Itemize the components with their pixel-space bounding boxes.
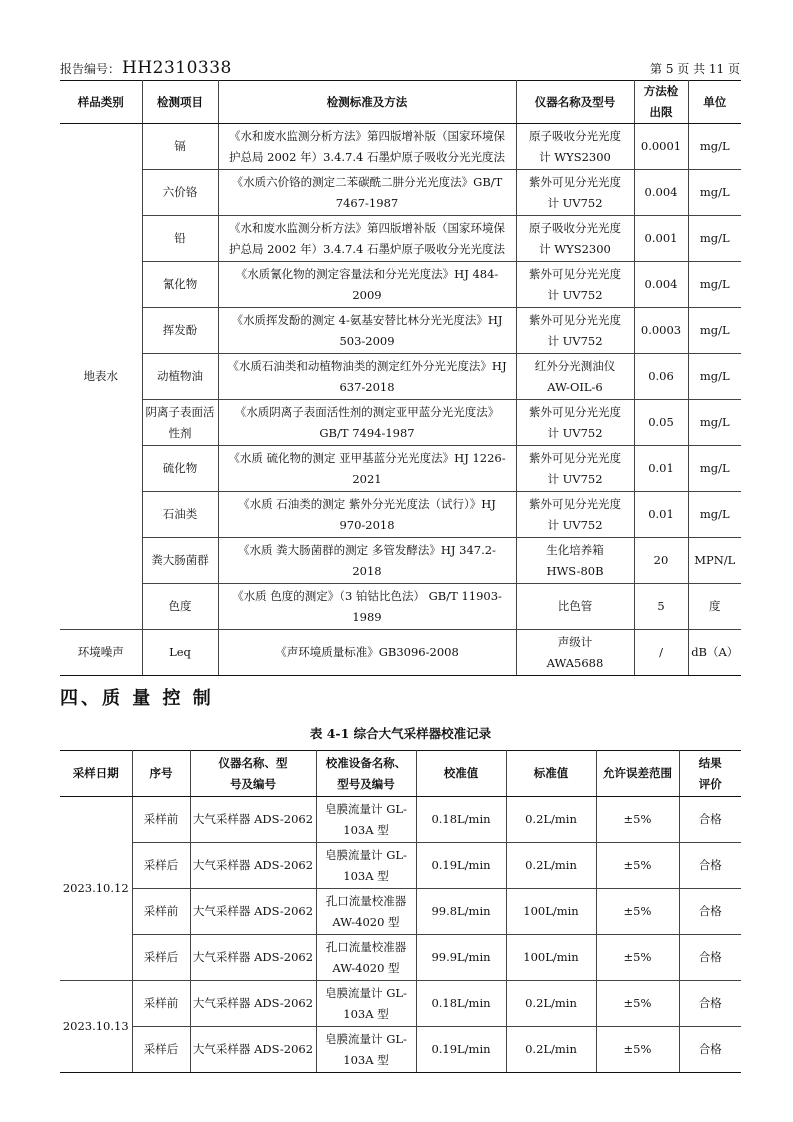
header-calibration-value: 校准值	[416, 751, 506, 797]
allowed-error-cell: ±5%	[596, 889, 679, 935]
instrument-name-cell: 大气采样器 ADS-2062	[190, 797, 316, 843]
instrument-cell: 紫外可见分光光度计 UV752	[516, 400, 634, 446]
result-cell: 合格	[679, 843, 741, 889]
report-number-value: HH2310338	[122, 58, 232, 78]
detection-limit-cell: 5	[634, 584, 688, 630]
sequence-cell: 采样前	[132, 889, 190, 935]
unit-cell: dB（A）	[688, 630, 741, 676]
allowed-error-cell: ±5%	[596, 843, 679, 889]
standard-method-cell: 《水质氰化物的测定容量法和分光光度法》HJ 484-2009	[218, 262, 516, 308]
sample-category-cell: 环境噪声	[60, 630, 142, 676]
standard-method-cell: 《水质石油类和动植物油类的测定红外分光光度法》HJ 637-2018	[218, 354, 516, 400]
detection-limit-cell: 0.004	[634, 170, 688, 216]
calibration-value-cell: 0.18L/min	[416, 797, 506, 843]
instrument-name-cell: 大气采样器 ADS-2062	[190, 843, 316, 889]
section-title: 四、质 量 控 制	[60, 688, 214, 709]
standard-method-cell: 《水质 粪大肠菌群的测定 多管发酵法》HJ 347.2-2018	[218, 538, 516, 584]
detection-limit-cell: 0.01	[634, 446, 688, 492]
sample-category-cell: 地表水	[60, 124, 142, 630]
detection-limit-cell: 0.01	[634, 492, 688, 538]
detection-limit-cell: 0.0003	[634, 308, 688, 354]
sampling-date-cell: 2023.10.13	[60, 981, 132, 1073]
unit-cell: mg/L	[688, 170, 741, 216]
result-cell: 合格	[679, 981, 741, 1027]
test-item-cell: 镉	[142, 124, 218, 170]
calibration-device-cell: 孔口流量校准器 AW-4020 型	[316, 935, 416, 981]
table-row	[60, 981, 741, 1027]
instrument-cell: 紫外可见分光光度计 UV752	[516, 262, 634, 308]
instrument-cell: 原子吸收分光光度计 WYS2300	[516, 124, 634, 170]
standard-value-cell: 0.2L/min	[506, 797, 596, 843]
test-item-cell: 粪大肠菌群	[142, 538, 218, 584]
header-standard-method: 检测标准及方法	[218, 81, 516, 124]
result-cell: 合格	[679, 889, 741, 935]
table-row	[60, 216, 741, 262]
calibration-value-cell: 99.8L/min	[416, 889, 506, 935]
header-detection-limit: 方法检出限	[634, 81, 688, 124]
table-row	[60, 308, 741, 354]
unit-cell: 度	[688, 584, 741, 630]
detection-limit-cell: 0.05	[634, 400, 688, 446]
page-indicator: 第 5 页 共 11 页	[650, 62, 740, 76]
unit-cell: mg/L	[688, 216, 741, 262]
detection-limit-cell: 0.004	[634, 262, 688, 308]
calibration-device-cell: 皂膜流量计 GL-103A 型	[316, 797, 416, 843]
calibration-device-cell: 皂膜流量计 GL-103A 型	[316, 1027, 416, 1073]
table-header-row	[60, 81, 741, 124]
standard-method-cell: 《水质挥发酚的测定 4-氨基安替比林分光光度法》HJ 503-2009	[218, 308, 516, 354]
calibration-value-cell: 0.19L/min	[416, 843, 506, 889]
test-item-cell: 硫化物	[142, 446, 218, 492]
standard-method-cell: 《声环境质量标准》GB3096-2008	[218, 630, 516, 676]
table-row	[60, 446, 741, 492]
header-allowed-error: 允许误差范围	[596, 751, 679, 797]
header-instrument-name: 仪器名称、型号及编号	[190, 751, 316, 797]
sequence-cell: 采样后	[132, 1027, 190, 1073]
unit-cell: mg/L	[688, 446, 741, 492]
calibration-device-cell: 皂膜流量计 GL-103A 型	[316, 981, 416, 1027]
instrument-cell: 红外分光测油仪 AW-OIL-6	[516, 354, 634, 400]
unit-cell: MPN/L	[688, 538, 741, 584]
unit-cell: mg/L	[688, 308, 741, 354]
unit-cell: mg/L	[688, 262, 741, 308]
test-item-cell: 动植物油	[142, 354, 218, 400]
table-row	[60, 262, 741, 308]
instrument-name-cell: 大气采样器 ADS-2062	[190, 889, 316, 935]
header-standard-value: 标准值	[506, 751, 596, 797]
test-item-cell: 石油类	[142, 492, 218, 538]
instrument-cell: 紫外可见分光光度计 UV752	[516, 492, 634, 538]
test-item-cell: 铅	[142, 216, 218, 262]
detection-methods-table	[60, 80, 741, 676]
table-row	[60, 124, 741, 170]
report-number-label: 报告编号：	[60, 62, 121, 76]
table-row	[60, 538, 741, 584]
instrument-name-cell: 大气采样器 ADS-2062	[190, 935, 316, 981]
unit-cell: mg/L	[688, 400, 741, 446]
test-item-cell: 六价铬	[142, 170, 218, 216]
sequence-cell: 采样后	[132, 843, 190, 889]
standard-value-cell: 0.2L/min	[506, 981, 596, 1027]
standard-method-cell: 《水质 色度的测定》（3 铂钴比色法） GB/T 11903-1989	[218, 584, 516, 630]
detection-limit-cell: 0.0001	[634, 124, 688, 170]
result-cell: 合格	[679, 797, 741, 843]
table-row	[60, 889, 741, 935]
instrument-name-cell: 大气采样器 ADS-2062	[190, 1027, 316, 1073]
table-row	[60, 170, 741, 216]
table-row	[60, 584, 741, 630]
instrument-cell: 原子吸收分光光度计 WYS2300	[516, 216, 634, 262]
instrument-cell: 紫外可见分光光度计 UV752	[516, 308, 634, 354]
detection-limit-cell: 0.06	[634, 354, 688, 400]
test-item-cell: Leq	[142, 630, 218, 676]
calibration-value-cell: 99.9L/min	[416, 935, 506, 981]
detection-limit-cell: 20	[634, 538, 688, 584]
table-row	[60, 797, 741, 843]
table-header-row	[60, 751, 741, 797]
calibration-device-cell: 皂膜流量计 GL-103A 型	[316, 843, 416, 889]
standard-value-cell: 100L/min	[506, 935, 596, 981]
standard-method-cell: 《水和废水监测分析方法》第四版增补版（国家环境保护总局 2002 年）3.4.7.4 石墨炉原子吸收分光光度法	[218, 216, 516, 262]
test-item-cell: 挥发酚	[142, 308, 218, 354]
allowed-error-cell: ±5%	[596, 1027, 679, 1073]
test-item-cell: 氰化物	[142, 262, 218, 308]
standard-method-cell: 《水和废水监测分析方法》第四版增补版（国家环境保护总局 2002 年）3.4.7.4 石墨炉原子吸收分光光度法	[218, 124, 516, 170]
table-row	[60, 354, 741, 400]
standard-method-cell: 《水质阴离子表面活性剂的测定亚甲蓝分光光度法》GB/T 7494-1987	[218, 400, 516, 446]
header-result: 结果评价	[679, 751, 741, 797]
table-row	[60, 630, 741, 676]
table-row	[60, 935, 741, 981]
calibration-record-table	[60, 750, 741, 1073]
unit-cell: mg/L	[688, 354, 741, 400]
test-item-cell: 阴离子表面活性剂	[142, 400, 218, 446]
sequence-cell: 采样前	[132, 981, 190, 1027]
header-test-item: 检测项目	[142, 81, 218, 124]
unit-cell: mg/L	[688, 124, 741, 170]
table-row	[60, 492, 741, 538]
test-item-cell: 色度	[142, 584, 218, 630]
instrument-cell: 紫外可见分光光度计 UV752	[516, 170, 634, 216]
sampling-date-cell: 2023.10.12	[60, 797, 132, 981]
header-calibration-device: 校准设备名称、型号及编号	[316, 751, 416, 797]
table-row	[60, 400, 741, 446]
allowed-error-cell: ±5%	[596, 797, 679, 843]
header-sample-category: 样品类别	[60, 81, 142, 124]
standard-value-cell: 100L/min	[506, 889, 596, 935]
sequence-cell: 采样后	[132, 935, 190, 981]
header-unit: 单位	[688, 81, 741, 124]
instrument-cell: 比色管	[516, 584, 634, 630]
table-row	[60, 843, 741, 889]
allowed-error-cell: ±5%	[596, 981, 679, 1027]
instrument-name-cell: 大气采样器 ADS-2062	[190, 981, 316, 1027]
standard-method-cell: 《水质 石油类的测定 紫外分光光度法（试行）》HJ 970-2018	[218, 492, 516, 538]
header-sequence: 序号	[132, 751, 190, 797]
instrument-cell: 紫外可见分光光度计 UV752	[516, 446, 634, 492]
detection-limit-cell: 0.001	[634, 216, 688, 262]
calibration-value-cell: 0.18L/min	[416, 981, 506, 1027]
header-instrument: 仪器名称及型号	[516, 81, 634, 124]
standard-method-cell: 《水质六价铬的测定二苯碳酰二肼分光光度法》GB/T 7467-1987	[218, 170, 516, 216]
sequence-cell: 采样前	[132, 797, 190, 843]
report-number	[60, 58, 232, 78]
standard-value-cell: 0.2L/min	[506, 843, 596, 889]
header-sampling-date: 采样日期	[60, 751, 132, 797]
unit-cell: mg/L	[688, 492, 741, 538]
page-header	[60, 56, 740, 78]
result-cell: 合格	[679, 1027, 741, 1073]
calibration-device-cell: 孔口流量校准器 AW-4020 型	[316, 889, 416, 935]
instrument-cell: 生化培养箱 HWS-80B	[516, 538, 634, 584]
table-caption: 表 4-1 综合大气采样器校准记录	[309, 726, 492, 741]
result-cell: 合格	[679, 935, 741, 981]
standard-method-cell: 《水质 硫化物的测定 亚甲基蓝分光光度法》HJ 1226-2021	[218, 446, 516, 492]
table-row	[60, 1027, 741, 1073]
calibration-value-cell: 0.19L/min	[416, 1027, 506, 1073]
instrument-cell: 声级计 AWA5688	[516, 630, 634, 676]
allowed-error-cell: ±5%	[596, 935, 679, 981]
standard-value-cell: 0.2L/min	[506, 1027, 596, 1073]
detection-limit-cell: /	[634, 630, 688, 676]
